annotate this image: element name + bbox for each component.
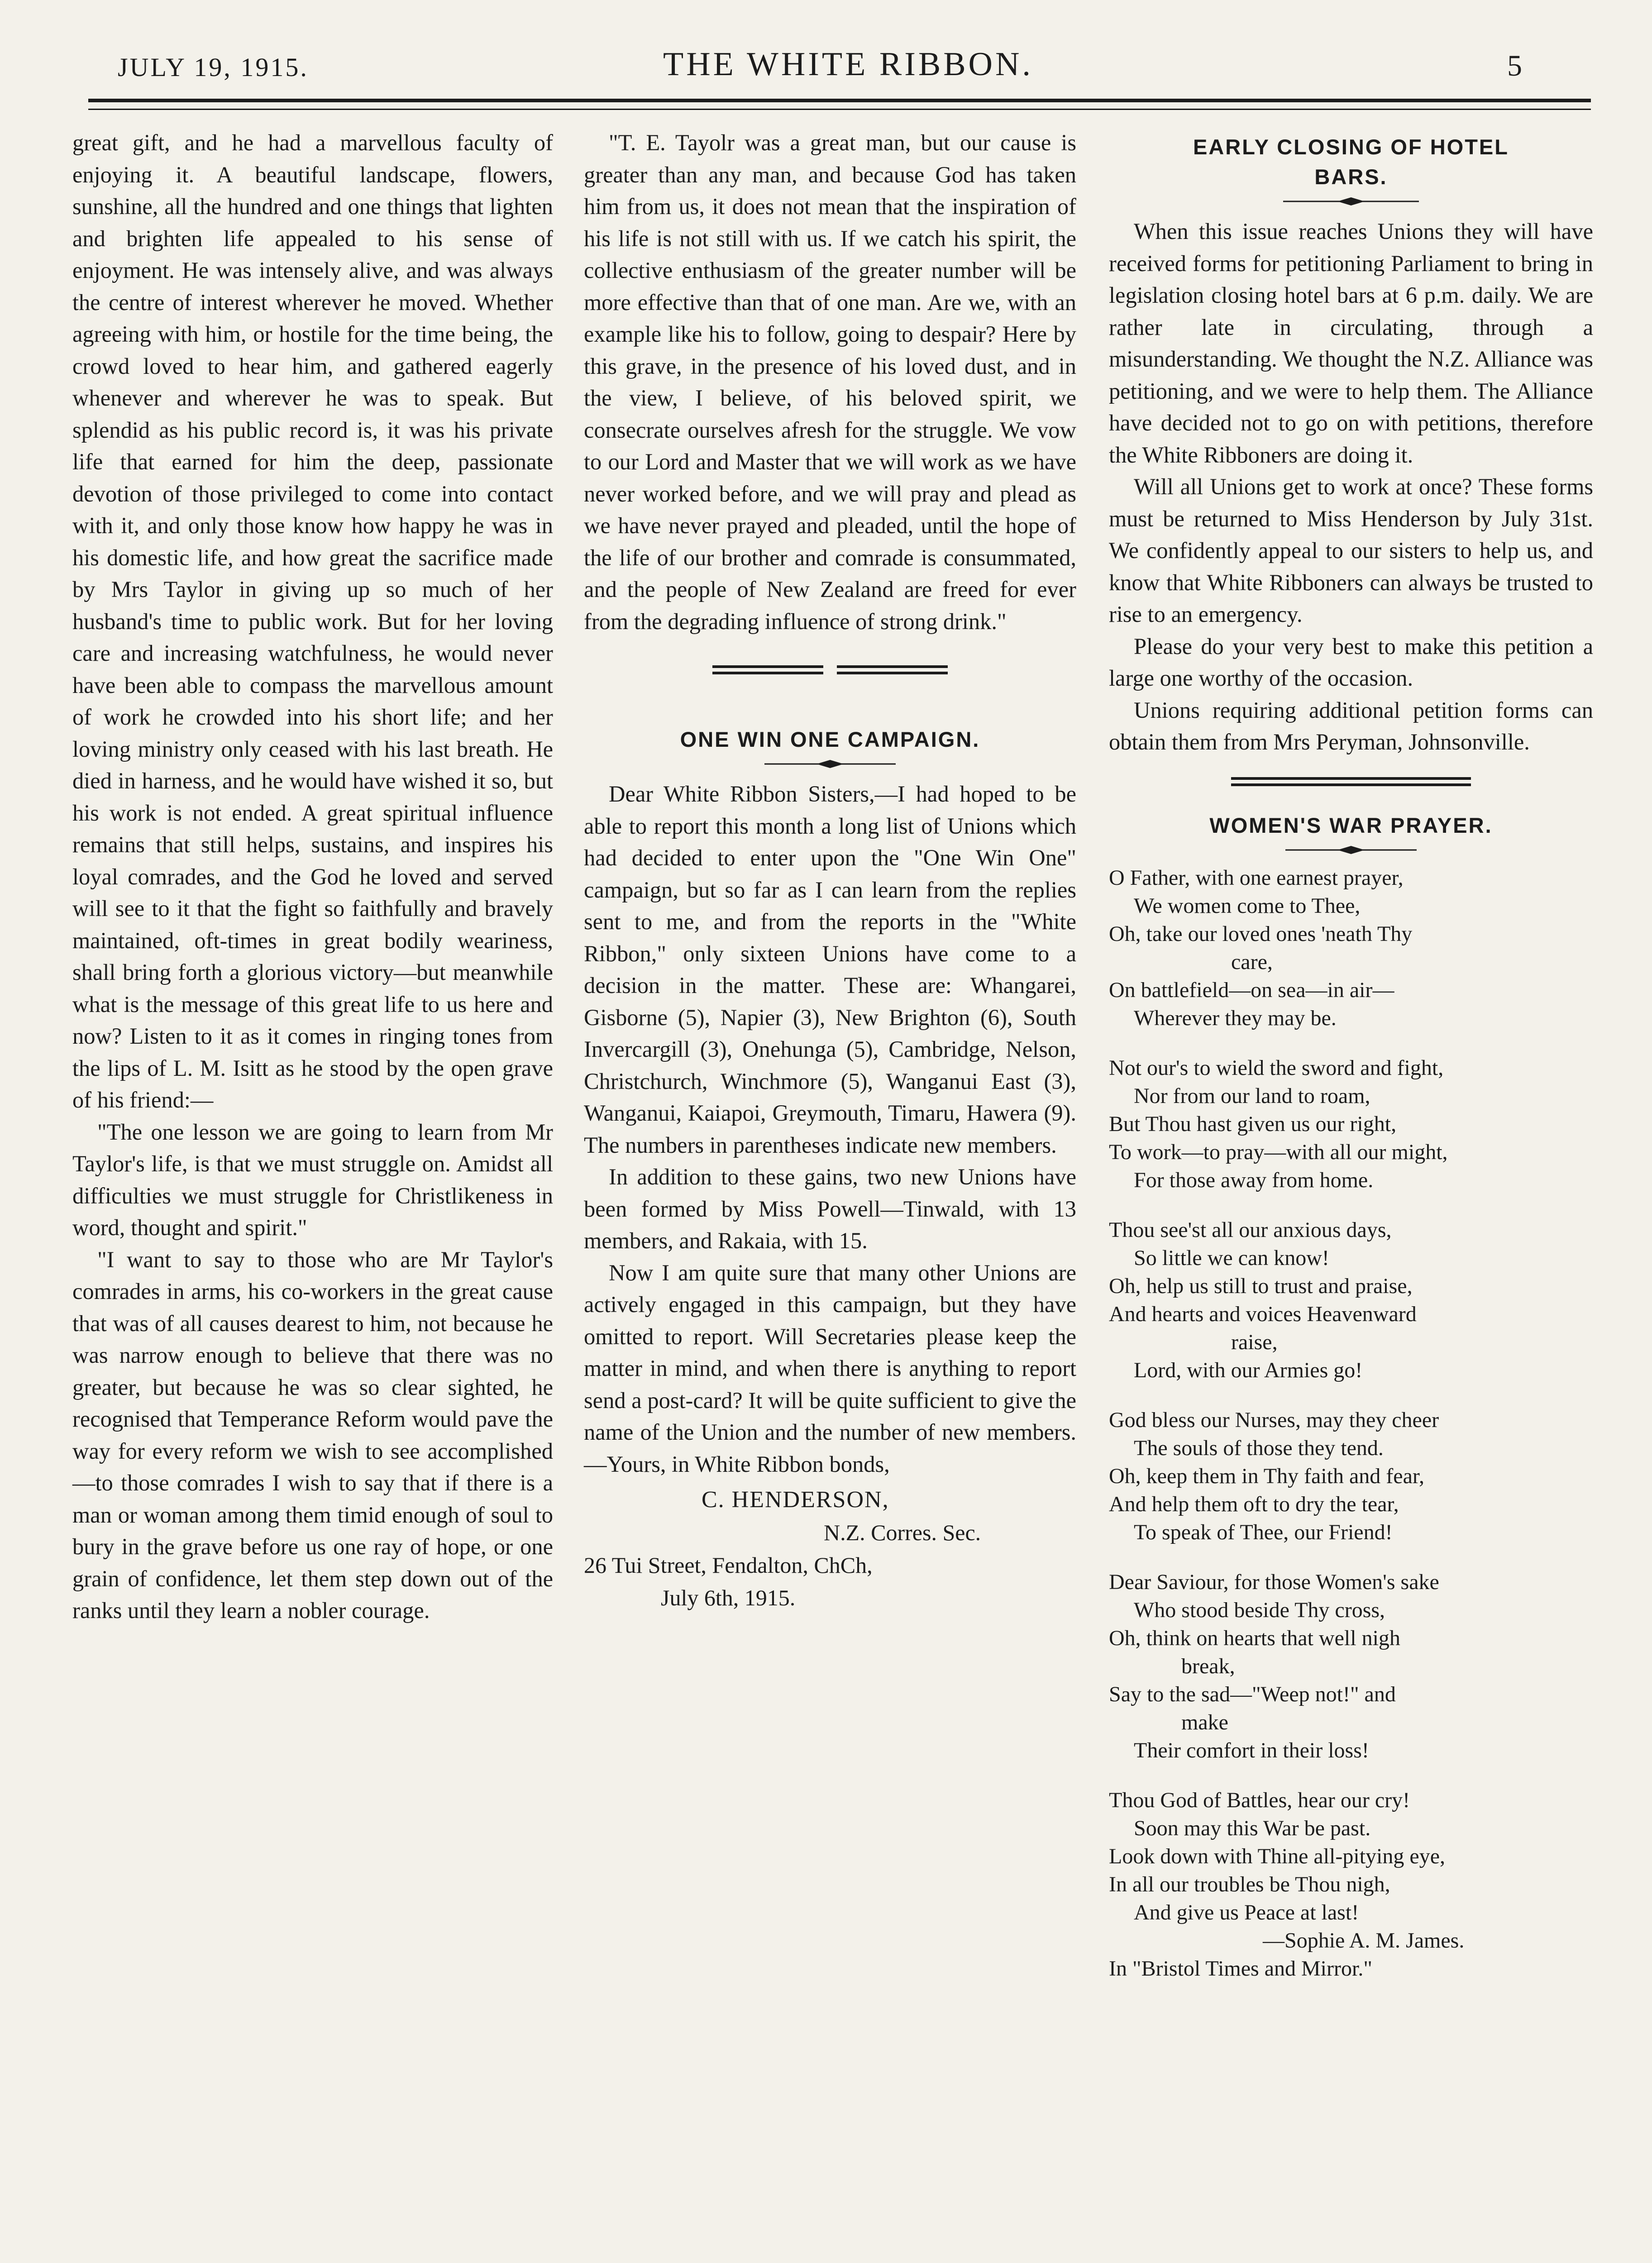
double-rule-divider [1231,776,1471,788]
poem-line: make [1181,1710,1228,1734]
column-1 [72,127,553,1627]
signature-date: July 6th, 1915. [661,1585,796,1610]
header-rule-thin [88,109,1591,110]
poem-line: Dear Saviour, for those Women's sake [1109,1570,1439,1594]
poem-line: In all our troubles be Thou nigh, [1109,1872,1390,1896]
poem-stanza [1109,1568,1593,1765]
poem-line: On battlefield—on sea—in air— [1109,978,1394,1002]
poem-line: O Father, with one earnest prayer, [1109,865,1404,890]
poem-line: Who stood beside Thy cross, [1134,1598,1385,1622]
closing-heading-line2: BARS. [1314,165,1388,189]
poem-line: Oh, think on hearts that well nigh [1109,1626,1400,1650]
poem-line: And hearts and voices Heavenward [1109,1302,1417,1326]
poem-line: raise, [1231,1330,1278,1354]
diamond-ornament-icon [1283,196,1419,206]
diamond-ornament-icon [764,759,896,769]
masthead-title: THE WHITE RIBBON. [663,46,1033,83]
column-3 [1109,127,1593,1983]
poem-source: In "Bristol Times and Mirror." [1109,1956,1372,1981]
diamond-ornament-icon [1285,845,1417,855]
signature-role: N.Z. Corres. Sec. [824,1520,981,1545]
poem-line: The souls of those they tend. [1134,1436,1384,1460]
poem-line: Lord, with our Armies go! [1134,1358,1363,1382]
poem-line: So little we can know! [1134,1246,1329,1270]
closing-heading: EARLY CLOSING OF HOTEL [1193,135,1509,159]
poem-line: Thou God of Battles, hear our cry! [1109,1788,1410,1812]
poem-stanza [1109,1216,1593,1385]
poem-line: Oh, take our loved ones 'neath Thy [1109,921,1413,946]
poem-line: To speak of Thee, our Friend! [1134,1520,1393,1544]
campaign-paragraph: Dear White Ribbon Sisters,—I had hoped to be able to report this month a long list of Unions which had decided to enter upon the "One Win One" campaign, but so far as I can learn from the replies sent to me, and from the reports in the "White Ribbon," only sixteen Unions have come to a decision in the matter. These are: Whangarei, Gisborne (5), Napier (3), New Brighton (6), South Invercargill (3), Onehunga (5), Cambridge, Nelson, Christchurch, Winchmore (5), Wanganui East (3), Wanganui, Kaiapoi, Greymouth, Timaru, Hawera (9). The numbers in parentheses indicate new members. [584,781,1076,1158]
page-number: 5 [1507,49,1522,82]
poem-line: Their comfort in their loss! [1134,1738,1369,1762]
campaign-heading: ONE WIN ONE CAMPAIGN. [680,727,980,751]
isitt-quote: "T. E. Tayolr was a great man, but our cause is greater than any man, and because God has taken him from us, it does not mean that the inspiration of his life is not still with us. If we catch his spirit, the collective enthusiasm of the greater number will be more effective than that of one man. Are we, with an example like his to follow, going to despair? Here by this grave, in the presence of his loved dust, and in the view, I believe, of his beloved spirit, we consecrate ourselves afresh for the struggle. We vow to our Lord and Master that we will work as we have never worked before, and we will pray and plead as we have never prayed and pleaded, until the hope of the life of our brother and comrade is consummated, and the people of New Zealand are freed for ever from the degrading influence of strong drink." [584,130,1076,634]
poem-stanza [1109,1786,1593,1927]
signature-name: C. HENDERSON, [702,1487,889,1513]
page-header [0,0,1652,122]
poem-line: We women come to Thee, [1134,893,1361,918]
poem-stanza [1109,1406,1593,1547]
poem-line: To work—to pray—with all our might, [1109,1140,1448,1164]
article-paragraph: "I want to say to those who are Mr Taylor's comrades in arms, his co-workers in the great cause that was of all causes dearest to him, not because he was narrow enough to believe that there was no greater, but because he was so clear sighted, he recognised that Temperance Reform would pave the way for every reform we wish to see accomplished—to those comrades I wish to say that if there is a man or woman among them timid enough of soul to bury in the grave before us one ray of hope, or one grain of confidence, let them step down out of the ranks until they learn a nobler courage. [72,1246,553,1623]
poem-line: And help them oft to dry the tear, [1109,1492,1399,1516]
poem-line: Say to the sad—"Weep not!" and [1109,1682,1396,1706]
poem-line: Look down with Thine all-pitying eye, [1109,1844,1445,1868]
poem-line: Thou see'st all our anxious days, [1109,1217,1392,1242]
signature-address: 26 Tui Street, Fendalton, ChCh, [584,1552,873,1578]
poem-line: Soon may this War be past. [1134,1816,1371,1840]
closing-paragraph: Unions requiring additional petition forms can obtain them from Mrs Peryman, Johnsonville. [1109,697,1593,754]
closing-paragraph: Please do your very best to make this petition a large one worthy of the occasion. [1109,633,1593,691]
header-rule [88,99,1591,102]
poem-author: —Sophie A. M. James. [1263,1928,1465,1953]
poem-line: And give us Peace at last! [1134,1900,1359,1924]
poem-line: care, [1231,950,1273,974]
poem-line: But Thou hast given us our right, [1109,1112,1397,1136]
article-paragraph: great gift, and he had a marvellous faculty of enjoying it. A beautiful landscape, flowers, sunshine, all the hundred and one things that lighten and brighten life appealed to his sense of enjoyment. He was intensely alive, and was always the centre of interest wherever he moved. Whether agreeing with him, or hostile for the time being, the crowd loved to hear him, and gathered eagerly whenever and wherever he was to speak. But splendid as his public record is, it was his private life that earned for him the deep, passionate devotion of those privileged to come into contact with it, and only those know how happy he was in his domestic life, and how great the sacrifice made by Mrs Taylor in giving up so much of her husband's time to public work. But for her loving care and increasing watchfulness, he would never have been able to compass the marvellous amount of work he crowded into his short life; and her loving ministry only ceased with his last breath. He died in harness, and he would have wished it so, but his work is not ended. A great spiritual influence remains that still helps, sustains, and inspires his loyal comrades, and the God he loved and served will see to it that the fight so faithfully and bravely maintained, oft-times in great bodily weariness, shall bring forth a glorious victory—but meanwhile what is the message of this great life to us here and now? Listen to it as it comes in ringing tones from the lips of L. M. Isitt as he stood by the open grave of his friend:— [72,130,553,1112]
article-paragraph: "The one lesson we are going to learn from Mr Taylor's life, is that we must struggle on. Amidst all difficulties we must struggle for Christlikeness in word, thought and spirit." [72,1119,553,1240]
closing-paragraph: When this issue reaches Unions they will have received forms for petitioning Parliament to bring in legislation closing hotel bars at 6 p.m. daily. We are rather late in circulating, through a misunderstanding. We thought the N.Z. Alliance was petitioning, and we were to help them. The Alliance have decided not to go on with petitions, therefore the White Ribboners are doing it. [1109,219,1593,468]
prayer-heading: WOMEN'S WAR PRAYER. [1209,813,1493,837]
poem-line: God bless our Nurses, may they cheer [1109,1408,1439,1432]
poem-line: break, [1181,1654,1235,1678]
poem-stanza [1109,1054,1593,1194]
double-rule-divider [712,664,948,677]
poem-line: Not our's to wield the sword and fight, [1109,1055,1444,1080]
poem-line: Wherever they may be. [1134,1006,1337,1030]
campaign-paragraph: In addition to these gains, two new Unions have been formed by Miss Powell—Tinwald, with 13 members, and Rakaia, with 15. [584,1164,1076,1253]
poem-line: Oh, keep them in Thy faith and fear, [1109,1464,1424,1488]
campaign-paragraph: Now I am quite sure that many other Unions are actively engaged in this campaign, but they have omitted to report. Will Secretaries please keep the matter in mind, and when there is anything to report send a post-card? It will be quite sufficient to give the name of the Union and the number of new members.—Yours, in White Ribbon bonds, [584,1260,1076,1477]
war-prayer-poem [1109,864,1593,1927]
column-2 [584,127,1076,1614]
poem-line: For those away from home. [1134,1168,1374,1192]
poem-stanza [1109,864,1593,1032]
poem-line: Nor from our land to roam, [1134,1084,1370,1108]
issue-date: JULY 19, 1915. [118,53,309,82]
poem-line: Oh, help us still to trust and praise, [1109,1274,1413,1298]
closing-paragraph: Will all Unions get to work at once? These forms must be returned to Miss Henderson by July 31st. We confidently appeal to our sisters to help us, and know that White Ribboners can always be trusted to rise to an emergency. [1109,474,1593,627]
